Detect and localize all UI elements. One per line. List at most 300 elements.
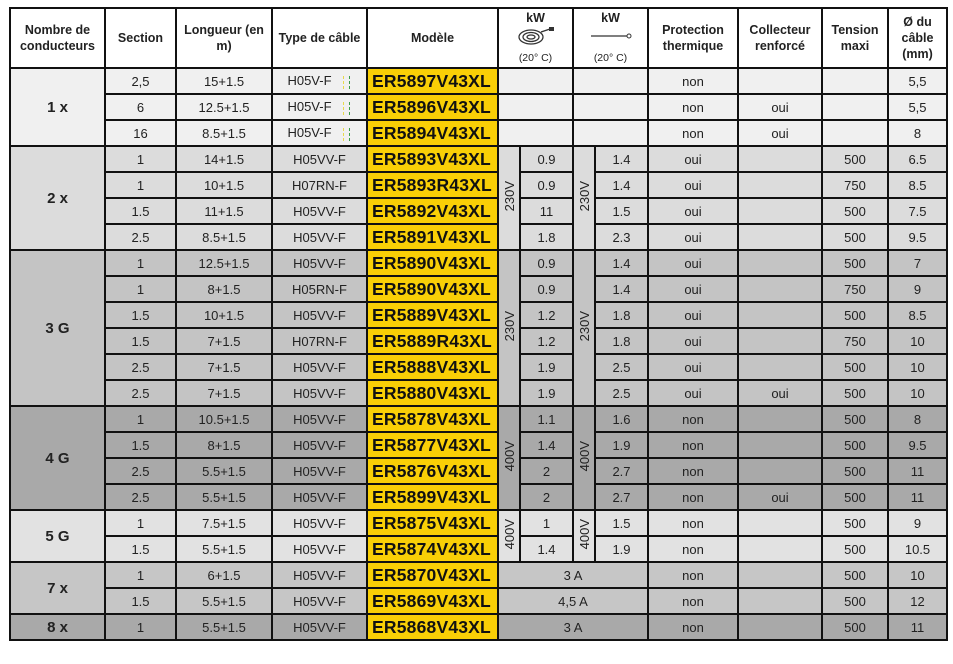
length-cell: 8+1.5 (176, 276, 272, 302)
section-cell: 2.5 (105, 380, 176, 406)
kw-uncoiled-cell: 1.5 (595, 198, 648, 224)
max-voltage-cell: 500 (822, 380, 888, 406)
thermal-protection-cell: non (648, 510, 738, 536)
header-conducteurs: Nombre de conducteurs (10, 8, 105, 68)
table-row (10, 172, 947, 198)
cable-type-text: H05VV-F (293, 255, 346, 271)
length-cell: 8+1.5 (176, 432, 272, 458)
section-cell: 1 (105, 406, 176, 432)
max-voltage-cell: 500 (822, 302, 888, 328)
table-row (10, 198, 947, 224)
reinforced-collector-cell (738, 68, 822, 94)
kw-coiled-cell: 1.1 (520, 406, 573, 432)
section-cell: 1.5 (105, 432, 176, 458)
reinforced-collector-cell (738, 146, 822, 172)
length-cell: 12.5+1.5 (176, 250, 272, 276)
section-cell: 1 (105, 510, 176, 536)
table-row (10, 224, 947, 250)
table-row (10, 120, 947, 146)
kw-uncoiled-cell: 2.3 (595, 224, 648, 250)
table-row (10, 68, 947, 94)
cable-diameter-cell: 9 (888, 510, 947, 536)
model-cell: ER5868V43XL (367, 614, 498, 640)
cable-diameter-cell: 10 (888, 328, 947, 354)
header-diametre: Ø du câble (mm) (888, 8, 947, 68)
cable-type-text: H05VV-F (293, 593, 346, 609)
cable-diameter-cell: 7.5 (888, 198, 947, 224)
cable-diameter-cell: 10.5 (888, 536, 947, 562)
cable-diameter-cell: 5,5 (888, 68, 947, 94)
voltage-uncoiled-cell (573, 510, 595, 562)
cable-type-cell (272, 432, 367, 458)
cable-type-text: H05V-F (287, 125, 332, 141)
conductor-group-label: 2 x (10, 146, 105, 250)
section-cell: 1 (105, 250, 176, 276)
conductor-group-label: 3 G (10, 250, 105, 406)
cable-type-text: H05VV-F (293, 385, 346, 401)
cable-diameter-cell: 6.5 (888, 146, 947, 172)
kw-coiled-cell: 2 (520, 484, 573, 510)
length-cell: 8.5+1.5 (176, 224, 272, 250)
voltage-coiled-label: 230V (501, 311, 517, 342)
straight-cable-icon (589, 26, 633, 46)
cable-type-text: H07RN-F (292, 177, 347, 193)
model-cell: ER5877V43XL (367, 432, 498, 458)
cable-type-text: H05VV-F (293, 541, 346, 557)
cable-type-text: H05VV-F (293, 437, 346, 453)
voltage-uncoiled-label: 400V (576, 519, 592, 550)
cable-diameter-cell: 9 (888, 276, 947, 302)
max-voltage-cell: 500 (822, 510, 888, 536)
table-row (10, 510, 947, 536)
kw-coiled-temp: (20° C) (518, 52, 553, 64)
reinforced-collector-cell: oui (738, 120, 822, 146)
model-cell: ER5896V43XL (367, 94, 498, 120)
cable-type-cell (272, 250, 367, 276)
coiled-cable-icon (514, 26, 558, 46)
max-voltage-cell: 500 (822, 588, 888, 614)
thermal-protection-cell: oui (648, 380, 738, 406)
voltage-coiled-label: 400V (501, 441, 517, 472)
length-cell: 5.5+1.5 (176, 536, 272, 562)
max-voltage-cell (822, 120, 888, 146)
model-cell: ER5894V43XL (367, 120, 498, 146)
table-row (10, 588, 947, 614)
max-voltage-cell (822, 94, 888, 120)
section-cell: 16 (105, 120, 176, 146)
reinforced-collector-cell: oui (738, 380, 822, 406)
cable-type-cell (272, 588, 367, 614)
cable-type-text: H05VV-F (293, 463, 346, 479)
length-cell: 6+1.5 (176, 562, 272, 588)
reinforced-collector-cell (738, 198, 822, 224)
thermal-protection-cell: oui (648, 146, 738, 172)
length-cell: 7+1.5 (176, 380, 272, 406)
cable-type-cell (272, 536, 367, 562)
section-cell: 1 (105, 146, 176, 172)
section-cell: 1 (105, 562, 176, 588)
table-row (10, 432, 947, 458)
model-cell: ER5869V43XL (367, 588, 498, 614)
length-cell: 7+1.5 (176, 354, 272, 380)
kw-coiled-cell: 1.8 (520, 224, 573, 250)
reinforced-collector-cell (738, 172, 822, 198)
length-cell: 7+1.5 (176, 328, 272, 354)
kw-coiled-cell: 1.9 (520, 380, 573, 406)
voltage-uncoiled-label: 230V (576, 311, 592, 342)
section-cell: 2.5 (105, 224, 176, 250)
length-cell: 11+1.5 (176, 198, 272, 224)
cable-type-cell (272, 510, 367, 536)
model-cell: ER5880V43XL (367, 380, 498, 406)
reinforced-collector-cell (738, 354, 822, 380)
cable-type-text: H05VV-F (293, 151, 346, 167)
voltage-uncoiled-cell (573, 146, 595, 250)
length-cell: 14+1.5 (176, 146, 272, 172)
thermal-protection-cell: non (648, 68, 738, 94)
header-longueur: Longueur (en m) (176, 8, 272, 68)
thermal-protection-cell: non (648, 406, 738, 432)
cable-diameter-cell: 5,5 (888, 94, 947, 120)
thermal-protection-cell: oui (648, 172, 738, 198)
max-voltage-cell (822, 68, 888, 94)
cable-diameter-cell: 8.5 (888, 172, 947, 198)
length-cell: 15+1.5 (176, 68, 272, 94)
kw-coiled-cell: 0.9 (520, 276, 573, 302)
cable-diameter-cell: 11 (888, 614, 947, 640)
kw-uncoiled-cell: 1.8 (595, 302, 648, 328)
max-voltage-cell: 500 (822, 536, 888, 562)
max-voltage-cell: 500 (822, 250, 888, 276)
reinforced-collector-cell (738, 406, 822, 432)
reinforced-collector-cell (738, 536, 822, 562)
cable-diameter-cell: 9.5 (888, 224, 947, 250)
conductor-group-label: 7 x (10, 562, 105, 614)
header-kw-uncoiled (573, 8, 648, 68)
table-row (10, 276, 947, 302)
reinforced-collector-cell (738, 458, 822, 484)
cable-type-cell (272, 614, 367, 640)
section-cell: 1.5 (105, 198, 176, 224)
table-row (10, 354, 947, 380)
current-cell: 4,5 A (498, 588, 648, 614)
yellow-green-wire-icon (342, 127, 352, 141)
kw-uncoiled-cell (573, 68, 648, 94)
section-cell: 1.5 (105, 302, 176, 328)
current-cell: 3 A (498, 562, 648, 588)
thermal-protection-cell: non (648, 458, 738, 484)
max-voltage-cell: 500 (822, 224, 888, 250)
model-cell: ER5870V43XL (367, 562, 498, 588)
conductor-group-label: 8 x (10, 614, 105, 640)
cable-type-cell (272, 68, 367, 94)
table-row (10, 458, 947, 484)
cable-type-text: H05VV-F (293, 229, 346, 245)
reinforced-collector-cell (738, 276, 822, 302)
table-row (10, 484, 947, 510)
header-protection: Protection thermique (648, 8, 738, 68)
thermal-protection-cell: oui (648, 302, 738, 328)
max-voltage-cell: 500 (822, 562, 888, 588)
cable-diameter-cell: 8 (888, 120, 947, 146)
voltage-coiled-label: 400V (501, 519, 517, 550)
voltage-uncoiled-label: 230V (576, 181, 592, 212)
voltage-uncoiled-cell (573, 250, 595, 406)
voltage-coiled-cell (498, 146, 520, 250)
cable-type-text: H05VV-F (293, 359, 346, 375)
kw-uncoiled-cell: 1.4 (595, 250, 648, 276)
reinforced-collector-cell: oui (738, 94, 822, 120)
kw-uncoiled-cell (573, 120, 648, 146)
model-cell: ER5891V43XL (367, 224, 498, 250)
voltage-coiled-cell (498, 406, 520, 510)
reinforced-collector-cell (738, 562, 822, 588)
reinforced-collector-cell (738, 510, 822, 536)
cable-type-cell (272, 328, 367, 354)
conductor-group-label: 5 G (10, 510, 105, 562)
section-cell: 1 (105, 614, 176, 640)
cable-type-text: H05V-F (287, 73, 332, 89)
model-cell: ER5876V43XL (367, 458, 498, 484)
max-voltage-cell: 500 (822, 614, 888, 640)
cable-diameter-cell: 10 (888, 354, 947, 380)
kw-uncoiled-cell: 1.4 (595, 172, 648, 198)
header-modele: Modèle (367, 8, 498, 68)
cable-type-cell (272, 562, 367, 588)
cable-diameter-cell: 7 (888, 250, 947, 276)
kw-uncoiled-cell: 1.4 (595, 146, 648, 172)
model-cell: ER5899V43XL (367, 484, 498, 510)
header-type: Type de câble (272, 8, 367, 68)
section-cell: 1.5 (105, 328, 176, 354)
model-cell: ER5874V43XL (367, 536, 498, 562)
header-collecteur: Collecteur renforcé (738, 8, 822, 68)
model-cell: ER5889R43XL (367, 328, 498, 354)
cable-type-text: H05V-F (287, 99, 332, 115)
cable-type-cell (272, 224, 367, 250)
cable-type-text: H05VV-F (293, 203, 346, 219)
cable-type-cell (272, 120, 367, 146)
cable-diameter-cell: 11 (888, 484, 947, 510)
max-voltage-cell: 500 (822, 458, 888, 484)
length-cell: 10.5+1.5 (176, 406, 272, 432)
reinforced-collector-cell (738, 302, 822, 328)
cable-type-text: H05VV-F (293, 619, 346, 635)
max-voltage-cell: 500 (822, 406, 888, 432)
kw-coiled-label: kW (526, 11, 545, 25)
yellow-green-wire-icon (342, 101, 352, 115)
header-tension: Tension maxi (822, 8, 888, 68)
cable-type-text: H05VV-F (293, 515, 346, 531)
reinforced-collector-cell (738, 250, 822, 276)
cable-type-text: H05VV-F (293, 411, 346, 427)
model-cell: ER5890V43XL (367, 276, 498, 302)
length-cell: 7.5+1.5 (176, 510, 272, 536)
max-voltage-cell: 750 (822, 172, 888, 198)
product-spec-table (9, 7, 948, 641)
cable-type-cell (272, 354, 367, 380)
cable-diameter-cell: 12 (888, 588, 947, 614)
table-row (10, 250, 947, 276)
max-voltage-cell: 750 (822, 328, 888, 354)
kw-uncoiled-cell: 1.9 (595, 432, 648, 458)
thermal-protection-cell: oui (648, 328, 738, 354)
kw-coiled-cell (498, 120, 573, 146)
kw-coiled-cell: 11 (520, 198, 573, 224)
table-row (10, 562, 947, 588)
table-row (10, 406, 947, 432)
thermal-protection-cell: oui (648, 276, 738, 302)
reinforced-collector-cell (738, 432, 822, 458)
cable-type-cell (272, 380, 367, 406)
section-cell: 2.5 (105, 458, 176, 484)
model-cell: ER5892V43XL (367, 198, 498, 224)
voltage-coiled-label: 230V (501, 181, 517, 212)
length-cell: 5.5+1.5 (176, 484, 272, 510)
voltage-coiled-cell (498, 250, 520, 406)
kw-uncoiled-label: kW (601, 11, 620, 25)
conductor-group-label: 4 G (10, 406, 105, 510)
thermal-protection-cell: non (648, 432, 738, 458)
table-row (10, 302, 947, 328)
kw-coiled-cell: 0.9 (520, 146, 573, 172)
thermal-protection-cell: oui (648, 250, 738, 276)
thermal-protection-cell: oui (648, 224, 738, 250)
max-voltage-cell: 500 (822, 484, 888, 510)
max-voltage-cell: 500 (822, 198, 888, 224)
yellow-green-wire-icon (342, 75, 352, 89)
cable-type-cell (272, 458, 367, 484)
cable-type-cell (272, 406, 367, 432)
model-cell: ER5878V43XL (367, 406, 498, 432)
model-cell: ER5893V43XL (367, 146, 498, 172)
section-cell: 1.5 (105, 536, 176, 562)
kw-coiled-cell (498, 94, 573, 120)
length-cell: 5.5+1.5 (176, 458, 272, 484)
thermal-protection-cell: non (648, 588, 738, 614)
cable-diameter-cell: 11 (888, 458, 947, 484)
cable-diameter-cell: 10 (888, 562, 947, 588)
cable-type-cell (272, 484, 367, 510)
max-voltage-cell: 500 (822, 146, 888, 172)
kw-uncoiled-cell: 2.5 (595, 354, 648, 380)
max-voltage-cell: 500 (822, 432, 888, 458)
kw-coiled-cell: 1.4 (520, 432, 573, 458)
kw-coiled-cell: 2 (520, 458, 573, 484)
section-cell: 1.5 (105, 588, 176, 614)
model-cell: ER5893R43XL (367, 172, 498, 198)
kw-uncoiled-cell: 2.7 (595, 458, 648, 484)
kw-uncoiled-cell: 1.9 (595, 536, 648, 562)
section-cell: 1 (105, 276, 176, 302)
cable-type-cell (272, 302, 367, 328)
length-cell: 12.5+1.5 (176, 94, 272, 120)
table-row (10, 146, 947, 172)
voltage-uncoiled-label: 400V (576, 441, 592, 472)
kw-uncoiled-cell: 1.8 (595, 328, 648, 354)
kw-uncoiled-temp: (20° C) (593, 52, 628, 64)
thermal-protection-cell: non (648, 562, 738, 588)
reinforced-collector-cell (738, 328, 822, 354)
kw-uncoiled-cell: 1.4 (595, 276, 648, 302)
model-cell: ER5897V43XL (367, 68, 498, 94)
reinforced-collector-cell (738, 224, 822, 250)
section-cell: 2.5 (105, 484, 176, 510)
reinforced-collector-cell (738, 588, 822, 614)
model-cell: ER5875V43XL (367, 510, 498, 536)
cable-diameter-cell: 9.5 (888, 432, 947, 458)
max-voltage-cell: 750 (822, 276, 888, 302)
thermal-protection-cell: non (648, 94, 738, 120)
cable-type-cell (272, 94, 367, 120)
cable-type-text: H05RN-F (292, 281, 347, 297)
thermal-protection-cell: non (648, 536, 738, 562)
thermal-protection-cell: non (648, 120, 738, 146)
kw-coiled-cell: 1.2 (520, 328, 573, 354)
cable-diameter-cell: 8.5 (888, 302, 947, 328)
thermal-protection-cell: oui (648, 198, 738, 224)
kw-coiled-cell: 0.9 (520, 172, 573, 198)
section-cell: 2.5 (105, 354, 176, 380)
header-section: Section (105, 8, 176, 68)
length-cell: 10+1.5 (176, 302, 272, 328)
length-cell: 5.5+1.5 (176, 614, 272, 640)
kw-coiled-cell: 1.2 (520, 302, 573, 328)
table-row (10, 94, 947, 120)
kw-uncoiled-cell: 1.6 (595, 406, 648, 432)
cable-diameter-cell: 8 (888, 406, 947, 432)
kw-coiled-cell: 0.9 (520, 250, 573, 276)
thermal-protection-cell: oui (648, 354, 738, 380)
voltage-coiled-cell (498, 510, 520, 562)
model-cell: ER5890V43XL (367, 250, 498, 276)
section-cell: 6 (105, 94, 176, 120)
cable-type-text: H05VV-F (293, 307, 346, 323)
cable-type-text: H05VV-F (293, 489, 346, 505)
thermal-protection-cell: non (648, 614, 738, 640)
voltage-uncoiled-cell (573, 406, 595, 510)
table-row (10, 614, 947, 640)
kw-coiled-cell: 1 (520, 510, 573, 536)
kw-uncoiled-cell: 1.5 (595, 510, 648, 536)
kw-uncoiled-cell (573, 94, 648, 120)
cable-type-text: H05VV-F (293, 567, 346, 583)
kw-coiled-cell (498, 68, 573, 94)
table-row (10, 536, 947, 562)
table-row (10, 380, 947, 406)
max-voltage-cell: 500 (822, 354, 888, 380)
kw-uncoiled-cell: 2.5 (595, 380, 648, 406)
cable-diameter-cell: 10 (888, 380, 947, 406)
length-cell: 10+1.5 (176, 172, 272, 198)
current-cell: 3 A (498, 614, 648, 640)
model-cell: ER5889V43XL (367, 302, 498, 328)
kw-coiled-cell: 1.9 (520, 354, 573, 380)
cable-type-cell (272, 276, 367, 302)
table-row (10, 328, 947, 354)
header-kw-coiled (498, 8, 573, 68)
cable-type-cell (272, 172, 367, 198)
length-cell: 5.5+1.5 (176, 588, 272, 614)
thermal-protection-cell: non (648, 484, 738, 510)
cable-type-text: H07RN-F (292, 333, 347, 349)
header-row (10, 8, 947, 68)
cable-type-cell (272, 146, 367, 172)
model-cell: ER5888V43XL (367, 354, 498, 380)
kw-coiled-cell: 1.4 (520, 536, 573, 562)
conductor-group-label: 1 x (10, 68, 105, 146)
cable-type-cell (272, 198, 367, 224)
